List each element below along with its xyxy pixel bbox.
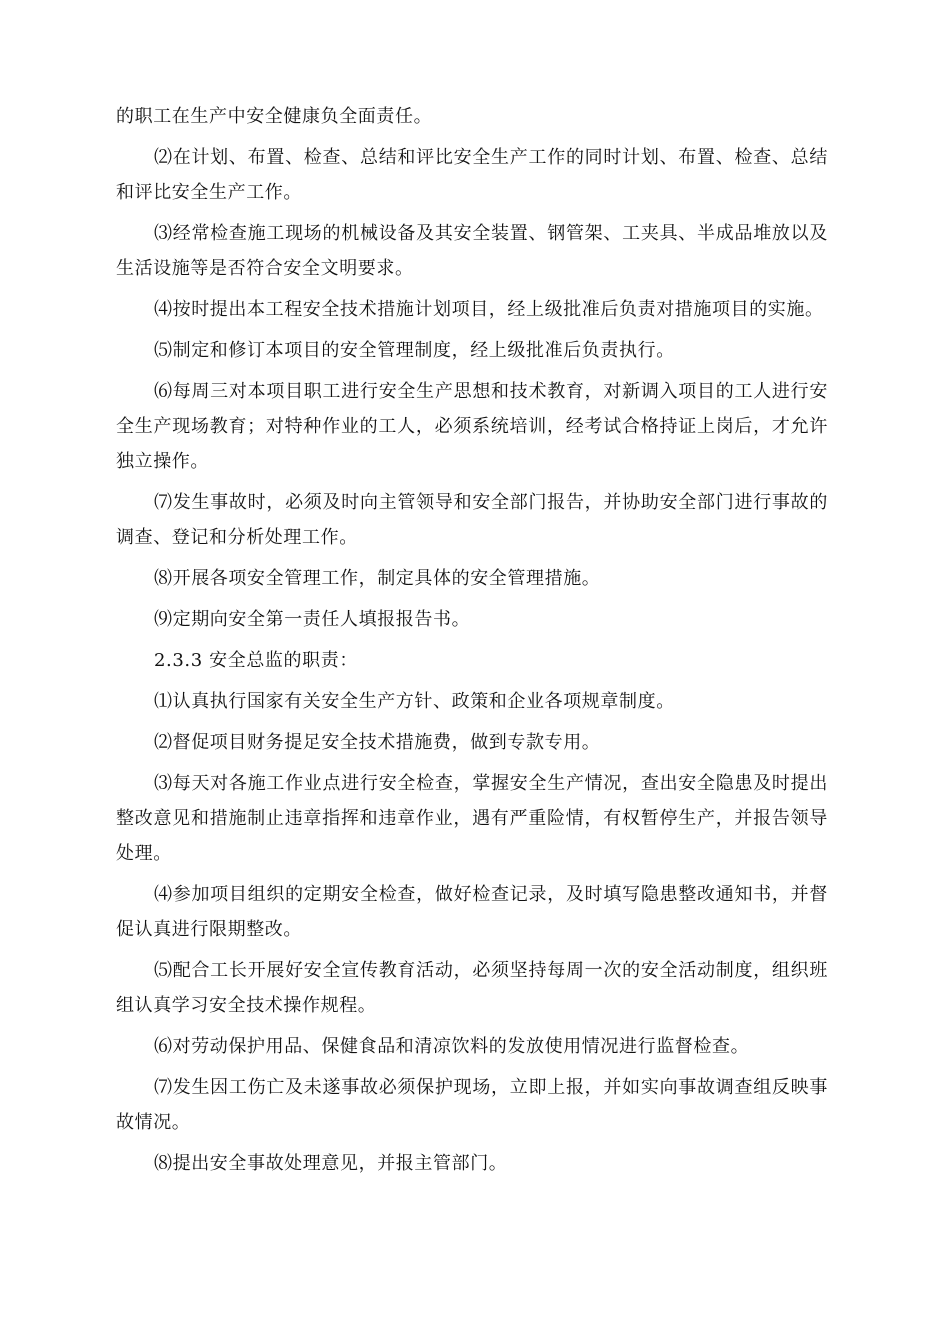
paragraph-item-4: ⑷按时提出本工程安全技术措施计划项目，经上级批准后负责对措施项目的实施。: [154, 299, 824, 320]
paragraph-item-2: ⑵在计划、布置、检查、总结和评比安全生产工作的同时计划、布置、检查、总结和评比安全生产工作。: [116, 147, 828, 203]
paragraph-duty-3: ⑶每天对各施工作业点进行安全检查，掌握安全生产情况，查出安全隐患及时提出整改意见和措施制止违章指挥和违章作业，遇有严重险情，有权暂停生产，并报告领导处理。: [116, 773, 828, 864]
paragraph-duty-8: ⑻提出安全事故处理意见，并报主管部门。: [154, 1153, 508, 1174]
paragraph-item-7: ⑺发生事故时，必须及时向主管领导和安全部门报告，并协助安全部门进行事故的调查、登记和分析处理工作。: [116, 492, 828, 548]
paragraph-item-5: ⑸制定和修订本项目的安全管理制度，经上级批准后负责执行。: [154, 340, 675, 361]
paragraph-duty-1: ⑴认真执行国家有关安全生产方针、政策和企业各项规章制度。: [154, 691, 675, 712]
paragraph-duty-6: ⑹对劳动保护用品、保健食品和清凉饮料的发放使用情况进行监督检查。: [154, 1036, 750, 1057]
paragraph-duty-2: ⑵督促项目财务提足安全技术措施费，做到专款专用。: [154, 732, 601, 753]
section-heading: 2.3.3 安全总监的职责：: [154, 650, 358, 671]
paragraph-item-3: ⑶经常检查施工现场的机械设备及其安全装置、钢管架、工夹具、半成品堆放以及生活设施等是否符合安全文明要求。: [116, 223, 828, 279]
paragraph-item-8: ⑻开展各项安全管理工作，制定具体的安全管理措施。: [154, 568, 601, 589]
paragraph-continuation: 的职工在生产中安全健康负全面责任。: [116, 106, 433, 127]
paragraph-duty-5: ⑸配合工长开展好安全宣传教育活动，必须坚持每周一次的安全活动制度，组织班组认真学习安全技术操作规程。: [116, 960, 828, 1016]
paragraph-duty-4: ⑷参加项目组织的定期安全检查，做好检查记录，及时填写隐患整改通知书，并督促认真进行限期整改。: [116, 884, 828, 940]
paragraph-duty-7: ⑺发生因工伤亡及未遂事故必须保护现场，立即上报，并如实向事故调查组反映事故情况。: [116, 1077, 828, 1133]
document-body: [116, 99, 828, 1187]
paragraph-item-9: ⑼定期向安全第一责任人填报报告书。: [154, 609, 471, 630]
paragraph-item-6: ⑹每周三对本项目职工进行安全生产思想和技术教育，对新调入项目的工人进行安全生产现场教育；对特种作业的工人，必须系统培训，经考试合格持证上岗后，才允许独立操作。: [116, 381, 828, 472]
